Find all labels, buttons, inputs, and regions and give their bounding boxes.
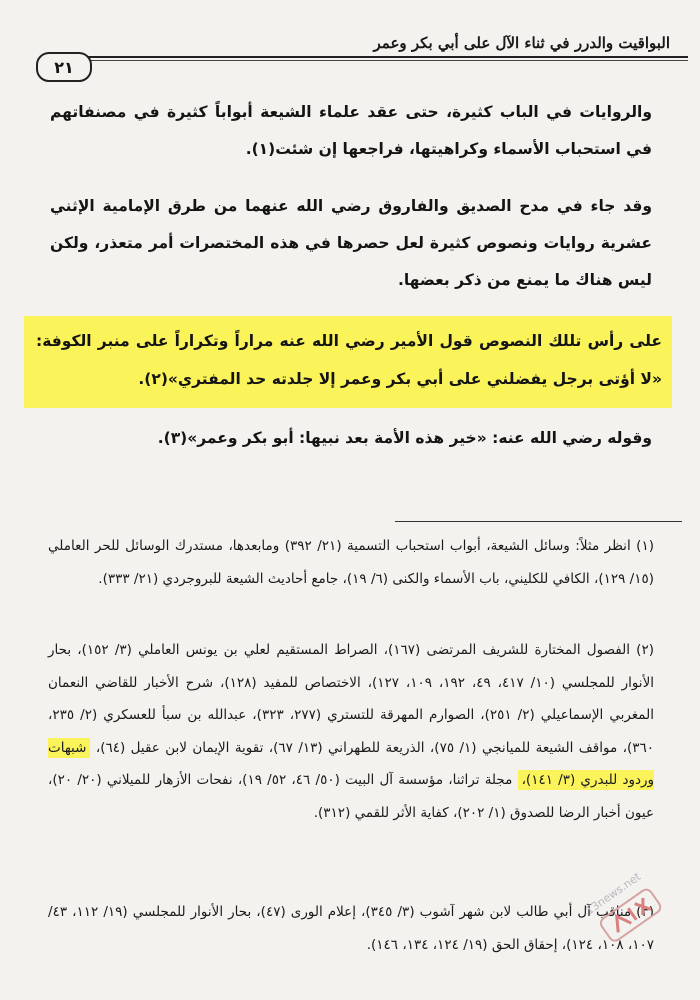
footnote-separator: [395, 521, 682, 522]
watermark-text: 13news.net: [583, 870, 644, 918]
body-paragraph-2: وقد جاء في مدح الصديق والفاروق رضي الله عنهما من طرق الإمامية الإثني عشرية روايات ونصوص كثيرة لعل حصرها في هذه المختصرات أمر متعذر، ولكن ليس هناك ما يمنع من ذكر بعضها.: [50, 197, 652, 289]
footnote-2-text-b: مجلة تراثنا، مؤسسة آل البيت (٥٠/ ٤٦، ٥٢/ ١٩)، نفحات الأزهار للميلاني (٢٠/ ٢٠)، عيون أخبار الرضا للصدوق (١/ ٢٠٢)، كفاية الأثر للقمي (٣١٢).: [48, 772, 654, 821]
footnote-2-text-a: (٢) الفصول المختارة للشريف المرتضى (١٦٧)، الصراط المستقيم لعلي بن يونس العاملي (٣/ ١٥٢)، بحار الأنوار للمجلسي (١٠/ ٤١٧، ٤٩، ١٩٢، ١٠٩، ١٢٧)، الاختصاص للمفيد (١٢٨)، شرح الأخبار للقاضي النعمان المغربي الإسماعيلي (٢/ ٢٥١)، الصوارم المهرقة للتستري (٢٧٧، ٣٢٣)، عبدالله بن سبأ للعسكري (٢/ ٢٣٥، ٣٦٠)، مواقف الشيعة للميانجي (١/ ٧٥)، الذريعة للطهراني (١٣/ ٦٧)، تقوية الإيمان لابن عقيل (٦٤)،: [48, 642, 655, 756]
footnote-1: (١) انظر مثلاً: وسائل الشيعة، أبواب استحباب التسمية (٢١/ ٣٩٢) ومابعدها، مستدرك الوسائل للحر العاملي (١٥/ ١٢٩)، الكافي للكليني، باب الأسماء والكنى (٦/ ١٩)، جامع أحاديث الشيعة للبروجردي (٢١/ ٣٣٣).: [48, 538, 654, 587]
body-paragraph-1: والروايات في الباب كثيرة، حتى عقد علماء الشيعة أبواباً كثيرة في مصنفاتهم في استحباب الأسماء وكراهيتها، فراجعها إن شئت(١).: [50, 103, 652, 158]
highlighted-quote-paragraph: على رأس تللك النصوص قول الأمير رضي الله عنه مراراً وتكراراً على منبر الكوفة: «لا أؤتى برجل يفضلني على أبي بكر وعمر إلا جلدته حد المفتري»(٢).: [36, 332, 662, 388]
header-rule: [88, 56, 688, 58]
header-rule-thin: [88, 60, 688, 61]
footnote-2-highlighted-citation: شبهات وردود للبدري (٣/ ١٤١)،: [48, 739, 655, 788]
page-number: ٢١: [36, 52, 92, 82]
body-paragraph-4: وقوله رضي الله عنه: «خير هذه الأمة بعد نبيها: أبو بكر وعمر»(٣).: [157, 429, 652, 447]
footnote-2: [48, 634, 654, 829]
running-header-title: البواقيت والدرر في ثناء الآل على أبي بكر وعمر: [373, 34, 670, 52]
footnote-3: (٣) مناقب آل أبي طالب لابن شهر آشوب (٣/ ٣٤٥)، إعلام الورى (٤٧)، بحار الأنوار للمجلسي (١٩/ ١١٢، ٤٣/ ١٠٧، ١٠٨، ١٢٤)، إحقاق الحق (١٩/ ١٢٤، ١٣٤، ١٤٦).: [48, 904, 654, 953]
